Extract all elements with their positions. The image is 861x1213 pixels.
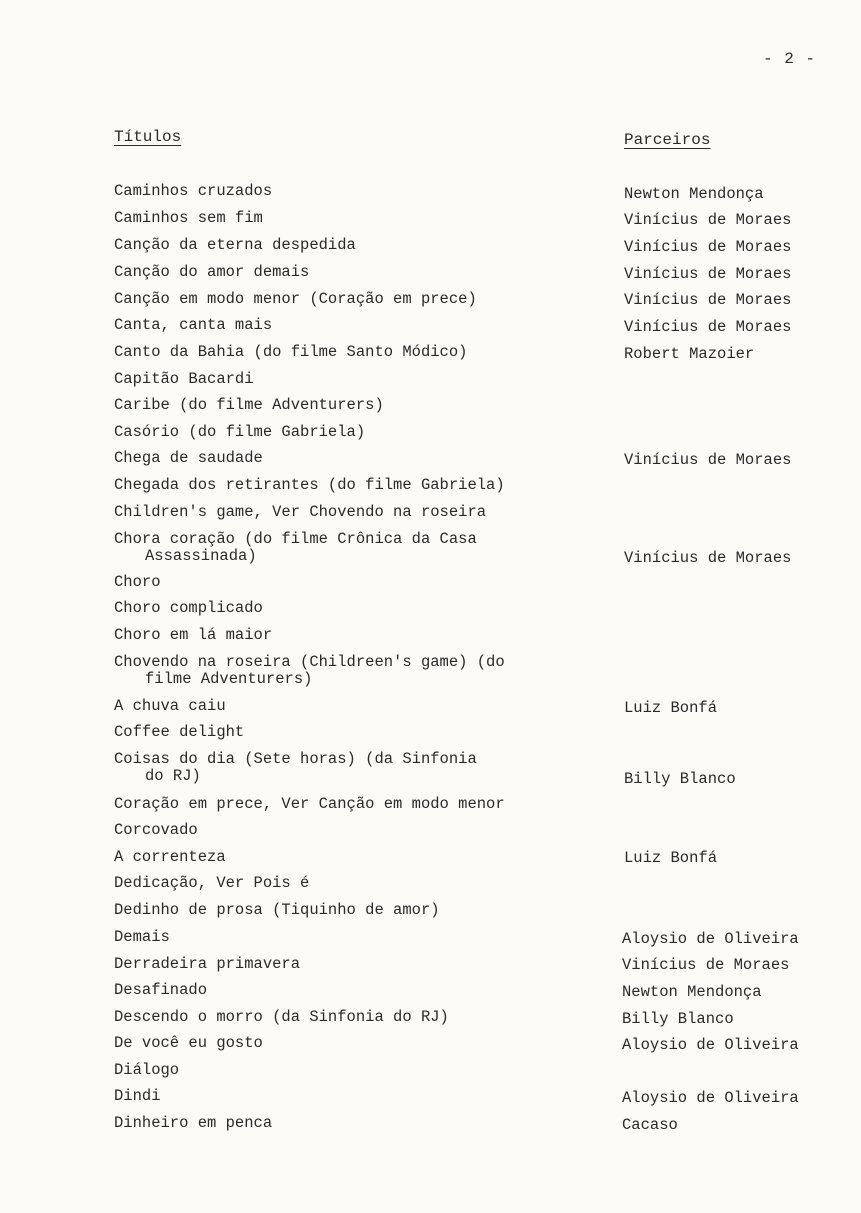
song-title [114,698,226,715]
song-title-line: Chovendo na roseira (Childreen's game) (do [114,653,505,671]
song-partner: Billy Blanco [622,1010,734,1028]
song-title [114,1088,161,1105]
song-title [114,627,272,644]
song-title-line: Coffee delight [114,723,245,741]
song-partner: Newton Mendonça [624,185,764,203]
song-title [114,751,477,785]
song-title [114,654,505,688]
song-partner: Vinícius de Moraes [624,265,792,283]
song-title-line: Dedinho de prosa (Tiquinho de amor) [114,901,440,919]
song-title [114,600,263,617]
song-title-line: Demais [114,928,170,946]
song-title [114,1115,272,1132]
song-title-line: Desafinado [114,981,208,999]
song-partner: Robert Mazoier [624,345,755,363]
song-title-line: Canção da eterna despedida [114,236,356,254]
partners-column-header: Parceiros [624,131,711,149]
song-title-line: Corcovado [114,821,198,839]
song-title [114,317,272,334]
song-partner: Vinícius de Moraes [622,956,790,974]
song-title [114,849,226,866]
song-title [114,504,486,521]
song-partner: Vinícius de Moraes [624,549,792,567]
song-title [114,1035,263,1052]
song-title [114,371,254,388]
song-title-line: Caminhos cruzados [114,182,273,200]
song-title-line: A correnteza [114,848,226,866]
song-title-line: Choro complicado [114,599,263,617]
song-title-line: Canta, canta mais [114,316,273,334]
song-title-line: Capitão Bacardi [114,370,254,388]
song-title-line: Canção em modo menor (Coração em prece) [114,290,477,308]
song-title-line: Coração em prece, Ver Canção em modo menor [114,795,505,813]
song-title-line: Caminhos sem fim [114,209,263,227]
song-title-line: Dindi [114,1087,161,1105]
song-title-line: A chuva caiu [114,697,226,715]
song-title [114,183,272,200]
song-title [114,929,170,946]
song-title [114,344,467,361]
song-partner: Vinícius de Moraes [624,291,792,309]
song-partner: Vinícius de Moraes [624,238,792,256]
song-title-line: Caribe (do filme Adventurers) [114,396,384,414]
song-title [114,822,198,839]
song-title-continuation: filme Adventurers) [145,670,313,688]
song-partner: Vinícius de Moraes [624,318,792,336]
song-title [114,574,161,591]
song-title [114,982,207,999]
song-title-line: Derradeira primavera [114,955,301,973]
song-title-line: Casório (do filme Gabriela) [114,423,366,441]
song-partner: Vinícius de Moraes [624,451,792,469]
song-title [114,531,477,565]
song-title [114,424,365,441]
song-partner: Aloysio de Oliveira [622,1036,799,1054]
song-title [114,237,356,254]
song-title-line: Coisas do dia (Sete horas) (da Sinfonia [114,750,477,768]
song-title [114,724,244,741]
song-title-line: Children's game, Ver Chovendo na roseira [114,503,487,521]
titles-column-header: Títulos [114,128,182,146]
page-number: - 2 - [763,50,817,68]
song-title [114,1009,449,1026]
song-partner: Vinícius de Moraes [624,211,792,229]
song-title [114,264,309,281]
song-title [114,291,477,308]
song-title [114,477,505,494]
song-partner: Cacaso [622,1116,678,1134]
song-partner: Billy Blanco [624,770,736,788]
song-title-line: Chega de saudade [114,449,263,467]
song-title-line: Choro [114,573,161,591]
song-title [114,1062,179,1079]
song-title [114,875,309,892]
song-title [114,956,300,973]
song-partner: Aloysio de Oliveira [622,930,799,948]
song-title-continuation: do RJ) [145,767,201,785]
song-title-line: Diálogo [114,1061,180,1079]
song-title [114,397,384,414]
song-title [114,210,263,227]
song-title-line: Choro em lá maior [114,626,273,644]
song-partner: Newton Mendonça [622,983,762,1001]
song-title [114,796,505,813]
song-title-line: De você eu gosto [114,1034,263,1052]
song-title-line: Canto da Bahia (do filme Santo Módico) [114,343,468,361]
song-title-line: Descendo o morro (da Sinfonia do RJ) [114,1008,449,1026]
song-title-continuation: Assassinada) [145,547,257,565]
song-partner: Luiz Bonfá [624,849,718,867]
song-partner: Aloysio de Oliveira [622,1089,799,1107]
song-title-line: Dinheiro em penca [114,1114,273,1132]
song-title [114,450,263,467]
song-title-line: Chegada dos retirantes (do filme Gabriela) [114,476,505,494]
song-title-line: Chora coração (do filme Crônica da Casa [114,530,477,548]
song-title-line: Dedicação, Ver Pois é [114,874,310,892]
song-partner: Luiz Bonfá [624,699,718,717]
song-title [114,902,440,919]
song-title-line: Canção do amor demais [114,263,310,281]
